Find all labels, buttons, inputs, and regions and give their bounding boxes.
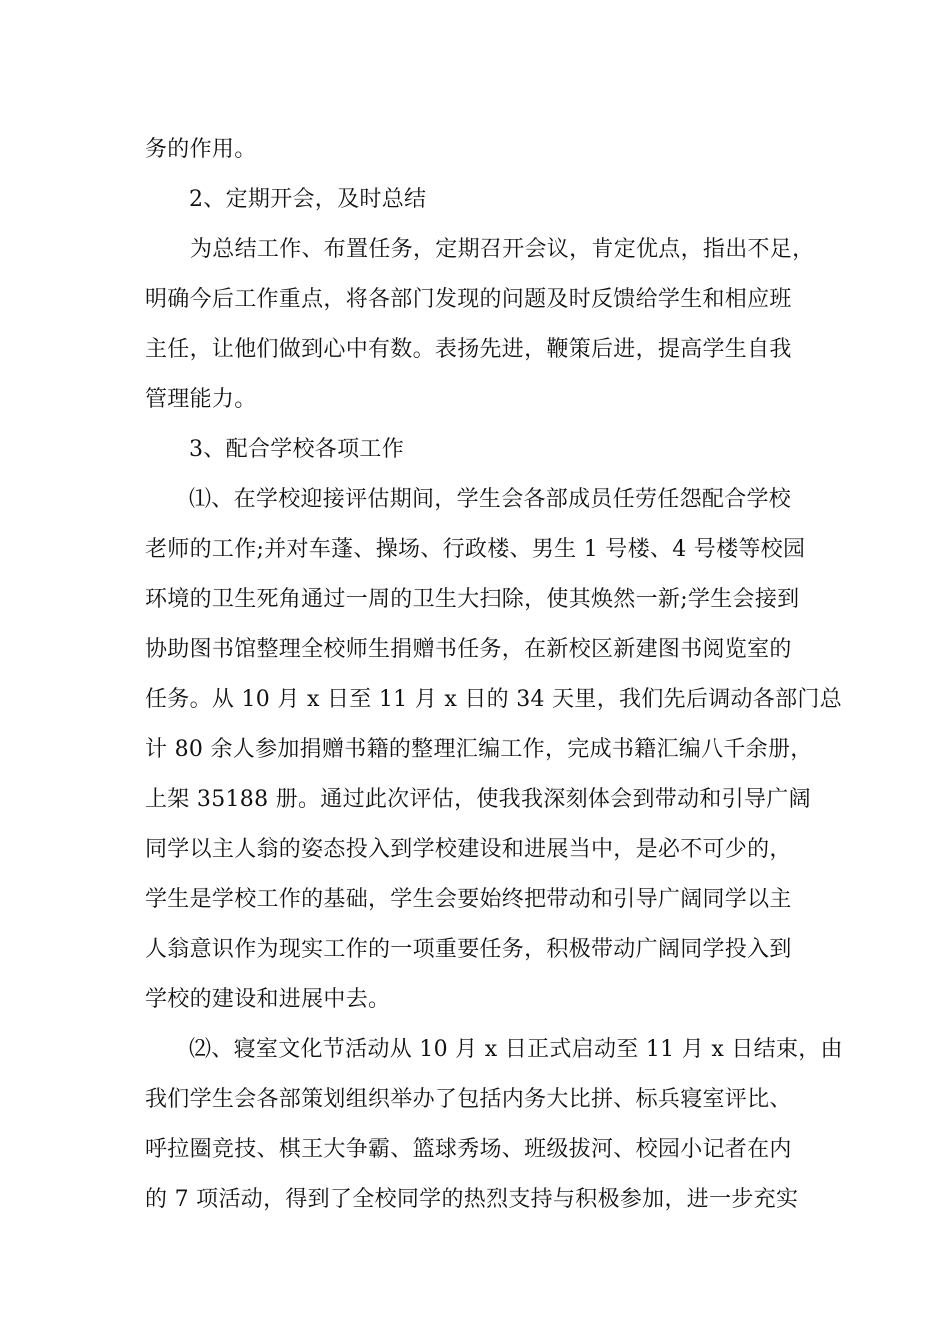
text-line: 老师的工作;并对车蓬、操场、行政楼、男生 1 号楼、4 号楼等校园 (145, 537, 806, 562)
text-line: 务的作用。 (145, 137, 257, 162)
text-line: ⑵、寝室文化节活动从 10 月 x 日正式启动至 11 月 x 日结束，由 (189, 1037, 843, 1062)
text-line: 人翁意识作为现实工作的一项重要任务，积极带动广阔同学投入到 (145, 937, 792, 962)
text-line: 我们学生会各部策划组织举办了包括内务大比拼、标兵寝室评比、 (145, 1087, 792, 1112)
text-line: 管理能力。 (145, 387, 257, 412)
text-line: 为总结工作、布置任务，定期召开会议，肯定优点，指出不足， (190, 237, 815, 262)
text-line: 学生是学校工作的基础，学生会要始终把带动和引导广阔同学以主 (145, 887, 792, 912)
text-line: ⑴、在学校迎接评估期间，学生会各部成员任劳任怨配合学校 (189, 487, 792, 512)
text-line: 同学以主人翁的姿态投入到学校建设和进展当中，是必不可少的， (145, 837, 792, 862)
text-line: 明确今后工作重点，将各部门发现的问题及时反馈给学生和相应班 (145, 287, 792, 312)
text-line: 计 80 余人参加捐赠书籍的整理汇编工作，完成书籍汇编八千余册， (145, 737, 813, 762)
text-line: 的 7 项活动，得到了全校同学的热烈支持与积极参加，进一步充实 (145, 1187, 799, 1212)
text-line: 上架 35188 册。通过此次评估，使我我深刻体会到带动和引导广阔 (145, 787, 811, 812)
section-heading: 2、定期开会，及时总结 (189, 187, 427, 212)
text-line: 任务。从 10 月 x 日至 11 月 x 日的 34 天里，我们先后调动各部门总 (145, 687, 843, 712)
text-line: 协助图书馆整理全校师生捐赠书任务，在新校区新建图书阅览室的 (145, 637, 792, 662)
section-heading: 3、配合学校各项工作 (189, 437, 404, 462)
text-line: 环境的卫生死角通过一周的卫生大扫除，使其焕然一新;学生会接到 (145, 587, 800, 612)
text-line: 呼拉圈竞技、棋王大争霸、篮球秀场、班级拔河、校园小记者在内 (145, 1137, 792, 1162)
text-line: 学校的建设和进展中去。 (145, 987, 391, 1012)
text-line: 主任，让他们做到心中有数。表扬先进，鞭策后进，提高学生自我 (145, 337, 792, 362)
